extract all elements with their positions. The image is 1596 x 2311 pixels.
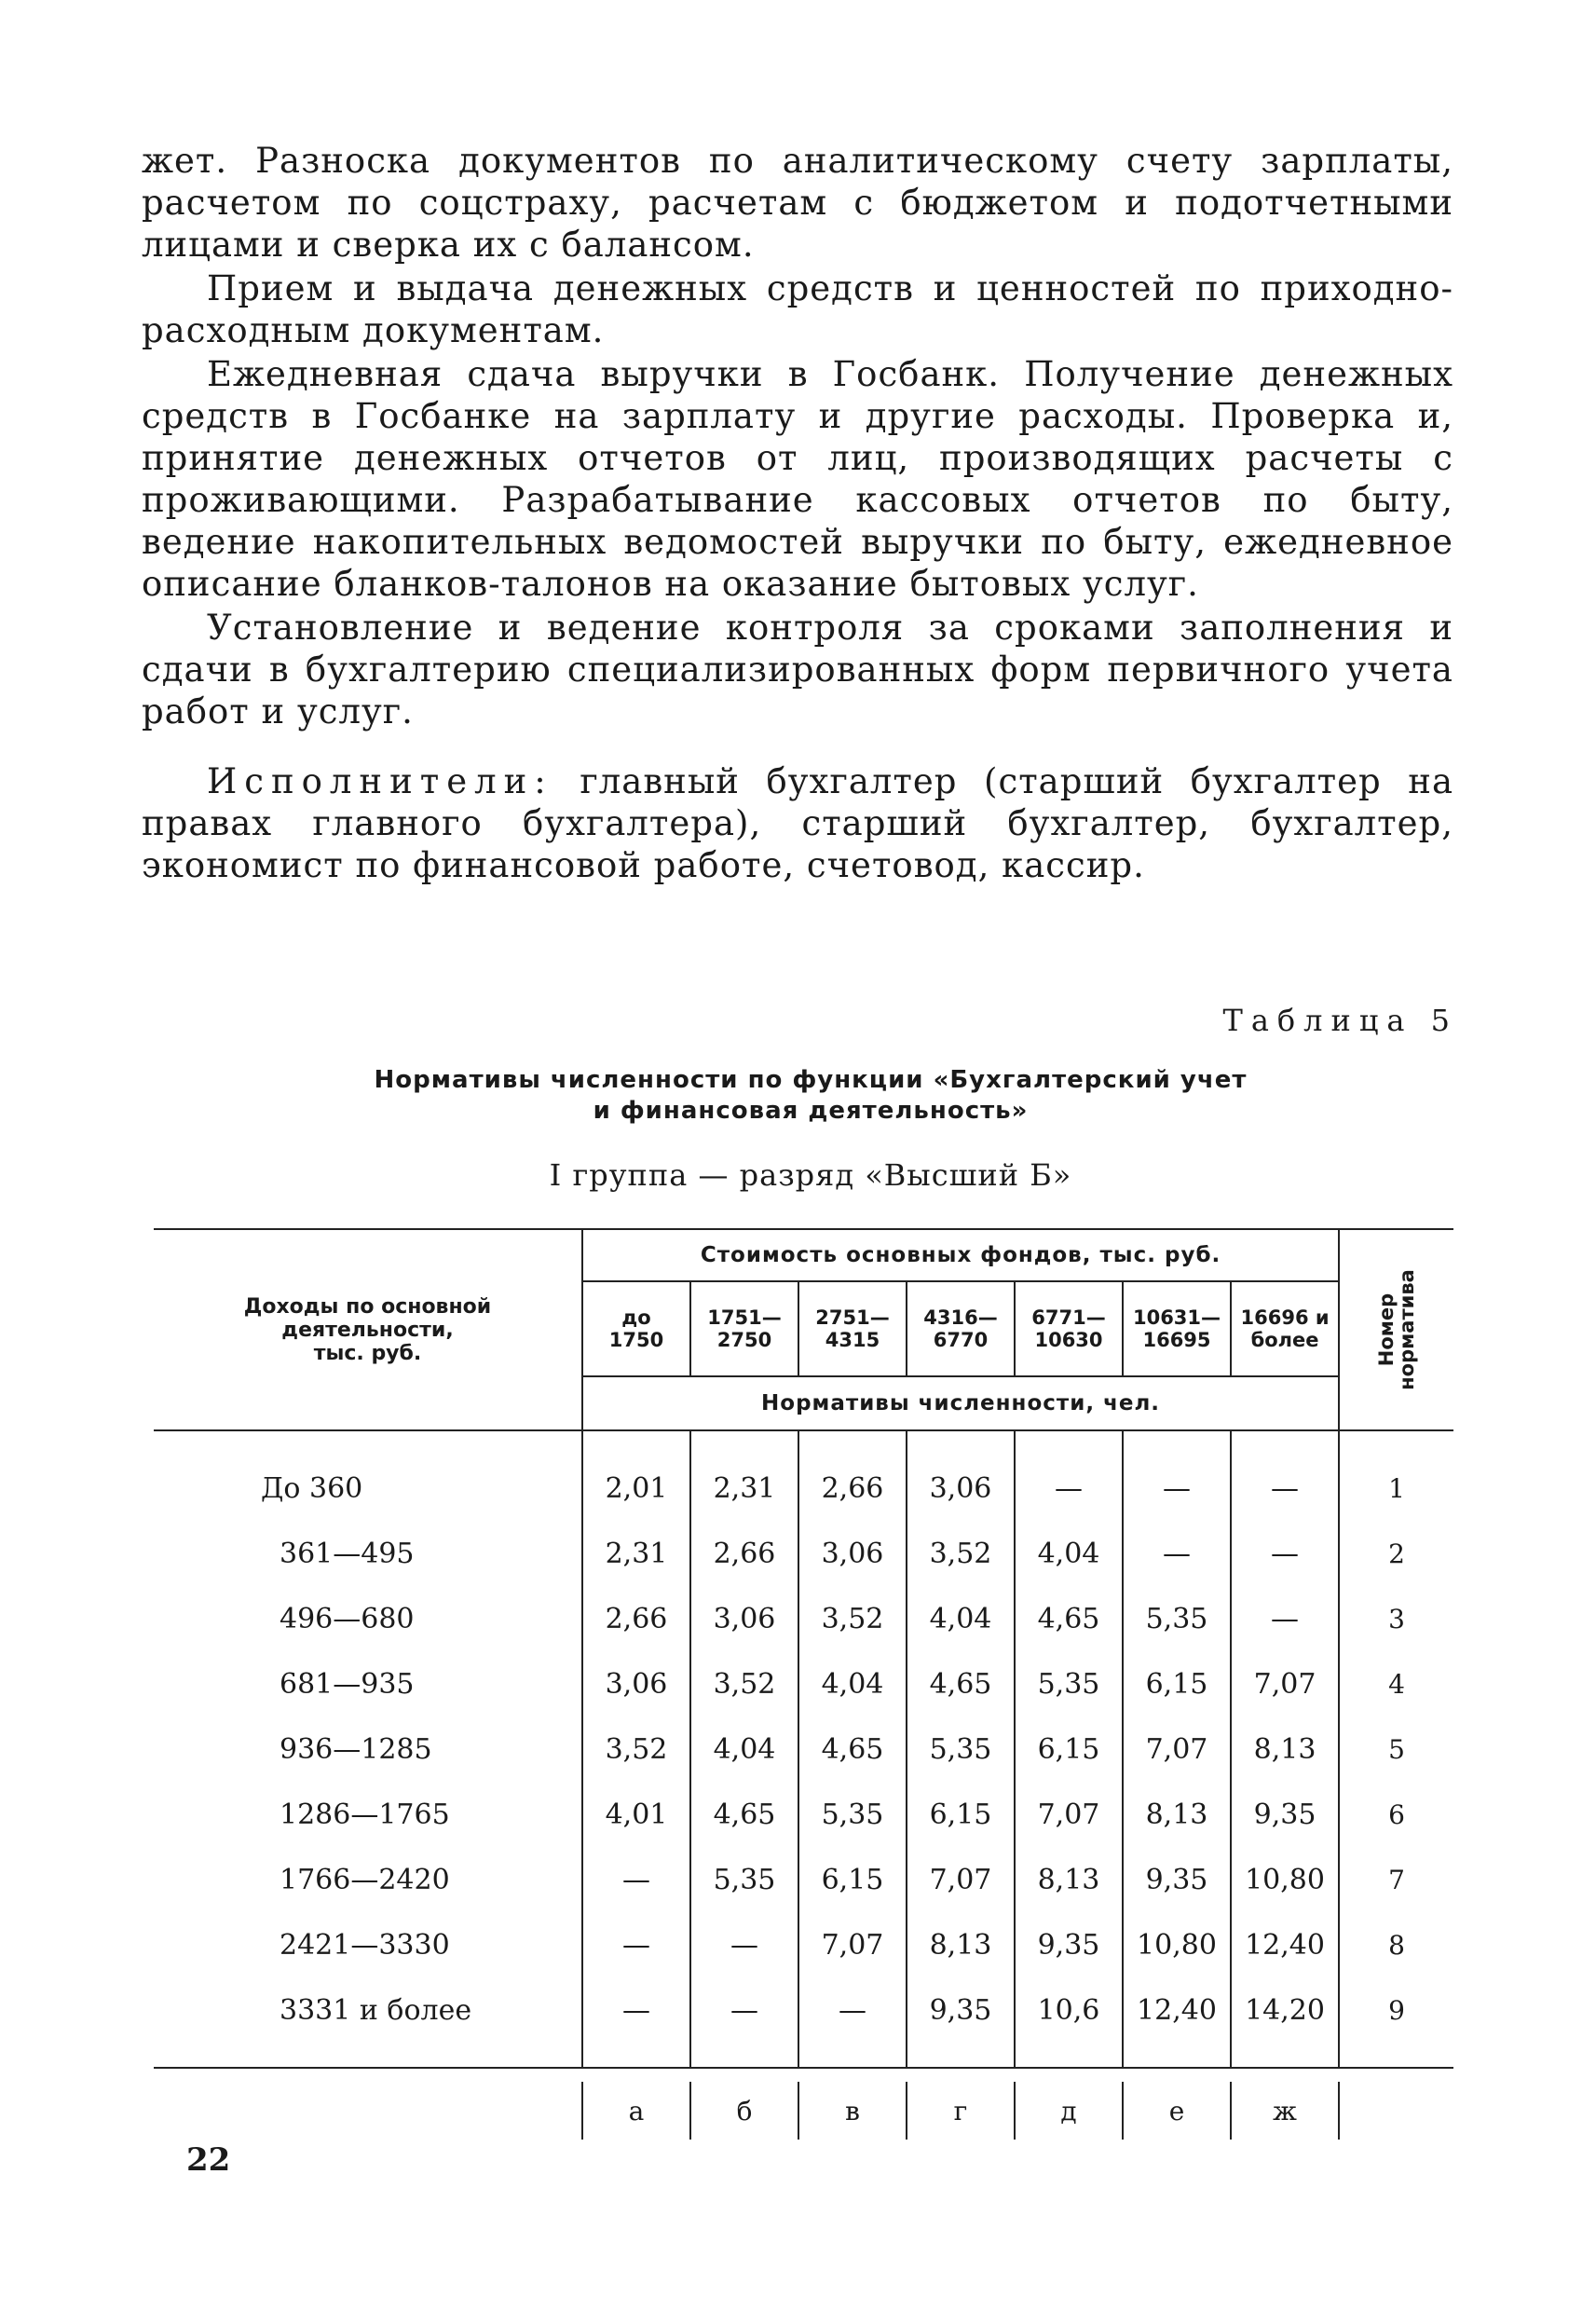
table-title-line-1: Нормативы численности по функции «Бухгалтерский учет xyxy=(374,1066,1248,1094)
table-cell: 6,15 xyxy=(798,1847,907,1912)
page-number: 22 xyxy=(186,2141,231,2179)
table-cell: 5,35 xyxy=(1123,1586,1231,1651)
table-cell: 10,80 xyxy=(1123,1912,1231,1977)
table-cell: 8,13 xyxy=(1123,1782,1231,1847)
paragraph-3: Ежедневная сдача выручки в Госбанк. Получение денежных средств в Госбанке на зарплату и другие расходы. Проверка и, принятие денежных отчетов от лиц, производящих расчеты с проживающими. Разрабатывание кассовых отчетов по быту, ведение накопительных ведомостей выручки по быту, ежедневное описание бланков-талонов на оказание бытовых услуг. xyxy=(142,354,1453,604)
table-cell: 2,66 xyxy=(798,1456,907,1521)
norm-number-cell: 2 xyxy=(1339,1521,1453,1586)
table-cell: 7,07 xyxy=(907,1847,1015,1912)
table-cell: 4,65 xyxy=(690,1782,798,1847)
paragraph-1: жет. Разноска документов по аналитическому счету зарплаты, расчетом по соцстраху, расчетам с бюджетом и подотчетными лицами и сверка их с балансом. xyxy=(142,141,1453,265)
spacer-row xyxy=(154,1430,1453,1456)
table-cell: 3,52 xyxy=(690,1651,798,1716)
table-cell: 12,40 xyxy=(1231,1912,1339,1977)
norm-number-cell: 3 xyxy=(1339,1586,1453,1651)
norm-number-cell: 8 xyxy=(1339,1912,1453,1977)
row-label: 1766—2420 xyxy=(280,1863,450,1896)
column-letter: д xyxy=(1015,2082,1123,2140)
norm-number-cell: 5 xyxy=(1339,1716,1453,1782)
table-cell: 8,13 xyxy=(1231,1716,1339,1782)
table-row xyxy=(154,1716,1453,1782)
table-cell: 7,07 xyxy=(1231,1651,1339,1716)
norm-number-cell: 1 xyxy=(1339,1456,1453,1521)
table-cell: 4,04 xyxy=(690,1716,798,1782)
table-cell: 3,52 xyxy=(582,1716,690,1782)
spacer-row xyxy=(154,2043,1453,2068)
table-cell: 9,35 xyxy=(1015,1912,1123,1977)
table-cell: 2,31 xyxy=(582,1521,690,1586)
paragraph-2: Прием и выдача денежных средств и ценностей по приходно-расходным документам. xyxy=(142,268,1453,350)
executors-text: главный бухгалтер (старший бухгалтер на правах главного бухгалтера), старший бухгалтер, бухгалтер, экономист по финансовой работе, счетовод, кассир. xyxy=(142,761,1454,885)
executors-label: Исполнители: xyxy=(207,761,553,801)
table-cell: — xyxy=(1123,1521,1231,1586)
unit-header: Нормативы численности, чел. xyxy=(582,1376,1339,1430)
table-cell: 6,15 xyxy=(1123,1651,1231,1716)
row-label: 496—680 xyxy=(280,1602,415,1635)
row-label: До 360 xyxy=(261,1471,363,1505)
table-cell: — xyxy=(1015,1456,1123,1521)
table-cell: 3,06 xyxy=(582,1651,690,1716)
band-header-4: 4316— 6770 xyxy=(907,1281,1015,1376)
table-cell: 8,13 xyxy=(907,1912,1015,1977)
table-row xyxy=(154,1782,1453,1847)
table-cell: 5,35 xyxy=(798,1782,907,1847)
column-letter: б xyxy=(690,2082,798,2140)
column-letter: а xyxy=(582,2082,690,2140)
table-cell: 3,06 xyxy=(690,1586,798,1651)
table-cell: — xyxy=(582,1912,690,1977)
table-cell: 2,66 xyxy=(582,1586,690,1651)
table-cell: 2,66 xyxy=(690,1521,798,1586)
table-cell: 7,07 xyxy=(1123,1716,1231,1782)
table-cell: 9,35 xyxy=(1123,1847,1231,1912)
table-cell: — xyxy=(690,1977,798,2043)
table-cell: — xyxy=(1231,1521,1339,1586)
norm-number-header: Номер норматива xyxy=(1339,1229,1453,1430)
table-row xyxy=(154,1977,1453,2043)
table-title-line-2: и финансовая деятельность» xyxy=(593,1097,1029,1125)
table-cell: — xyxy=(798,1977,907,2043)
band-header-3: 2751— 4315 xyxy=(798,1281,907,1376)
table-cell: 5,35 xyxy=(1015,1651,1123,1716)
table-cell: 7,07 xyxy=(798,1912,907,1977)
table-cell: 7,07 xyxy=(1015,1782,1123,1847)
table-cell: 12,40 xyxy=(1123,1977,1231,2043)
rowhead-header: Доходы по основной деятельности, тыс. руб. xyxy=(154,1229,582,1430)
table-cell: 2,31 xyxy=(690,1456,798,1521)
table-row xyxy=(154,1651,1453,1716)
table-cell: 4,65 xyxy=(798,1716,907,1782)
table-cell: 4,04 xyxy=(798,1651,907,1716)
table-cell: 5,35 xyxy=(690,1847,798,1912)
row-label: 681—935 xyxy=(280,1667,415,1701)
band-header-2: 1751— 2750 xyxy=(690,1281,798,1376)
table-row xyxy=(154,1847,1453,1912)
table-cell: 3,06 xyxy=(907,1456,1015,1521)
table-cell: 6,15 xyxy=(907,1782,1015,1847)
table-cell: 3,52 xyxy=(907,1521,1015,1586)
column-letters-row xyxy=(154,2082,1453,2140)
executors-paragraph xyxy=(142,760,1453,886)
column-letter: е xyxy=(1123,2082,1231,2140)
table-cell: — xyxy=(1123,1456,1231,1521)
table-row xyxy=(154,1521,1453,1586)
table-body xyxy=(154,1430,1453,2140)
table-cell: 9,35 xyxy=(1231,1782,1339,1847)
table-cell: — xyxy=(1231,1586,1339,1651)
row-label: 361—495 xyxy=(280,1537,415,1570)
row-label: 3331 и более xyxy=(280,1993,472,2027)
table-row xyxy=(154,1586,1453,1651)
table-cell: 10,6 xyxy=(1015,1977,1123,2043)
table-title xyxy=(280,1065,1342,1127)
column-letter: г xyxy=(907,2082,1015,2140)
table-cell: — xyxy=(690,1912,798,1977)
table-cell: 4,04 xyxy=(907,1586,1015,1651)
row-label: 1286—1765 xyxy=(280,1798,450,1831)
norms-table xyxy=(154,1228,1453,2140)
table-cell: 8,13 xyxy=(1015,1847,1123,1912)
band-header-7: 16696 и более xyxy=(1231,1281,1339,1376)
table-cell: 3,52 xyxy=(798,1586,907,1651)
body-text xyxy=(142,140,1453,886)
band-header-1: до 1750 xyxy=(582,1281,690,1376)
table-cell: 6,15 xyxy=(1015,1716,1123,1782)
table-cell: 4,04 xyxy=(1015,1521,1123,1586)
table-cell: 10,80 xyxy=(1231,1847,1339,1912)
table-cell: 2,01 xyxy=(582,1456,690,1521)
table-cell: 5,35 xyxy=(907,1716,1015,1782)
table-cell: 9,35 xyxy=(907,1977,1015,2043)
band-header-5: 6771— 10630 xyxy=(1015,1281,1123,1376)
fixed-assets-header: Стоимость основных фондов, тыс. руб. xyxy=(582,1229,1339,1281)
table-cell: 4,65 xyxy=(907,1651,1015,1716)
band-header-6: 10631— 16695 xyxy=(1123,1281,1231,1376)
row-label: 2421—3330 xyxy=(280,1928,450,1962)
norm-number-cell: 6 xyxy=(1339,1782,1453,1847)
table-row xyxy=(154,1456,1453,1521)
norm-number-cell: 7 xyxy=(1339,1847,1453,1912)
table-cell: — xyxy=(582,1847,690,1912)
table-cell: 4,01 xyxy=(582,1782,690,1847)
table-cell: 4,65 xyxy=(1015,1586,1123,1651)
footer-gap xyxy=(154,2069,1453,2082)
norm-number-cell: 4 xyxy=(1339,1651,1453,1716)
table-cell: 14,20 xyxy=(1231,1977,1339,2043)
table-cell: — xyxy=(582,1977,690,2043)
table-cell: — xyxy=(1231,1456,1339,1521)
table-cell: 3,06 xyxy=(798,1521,907,1586)
table-row xyxy=(154,1912,1453,1977)
column-letter: в xyxy=(798,2082,907,2140)
row-label: 936—1285 xyxy=(280,1732,432,1766)
column-letter: ж xyxy=(1231,2082,1339,2140)
norm-number-cell: 9 xyxy=(1339,1977,1453,2043)
table-subtitle: I группа — разряд «Высший Б» xyxy=(549,1157,1072,1193)
table-label: Таблица 5 xyxy=(1222,1003,1458,1038)
paragraph-4: Установление и ведение контроля за сроками заполнения и сдачи в бухгалтерию специализированных форм первичного учета работ и услуг. xyxy=(142,608,1453,732)
